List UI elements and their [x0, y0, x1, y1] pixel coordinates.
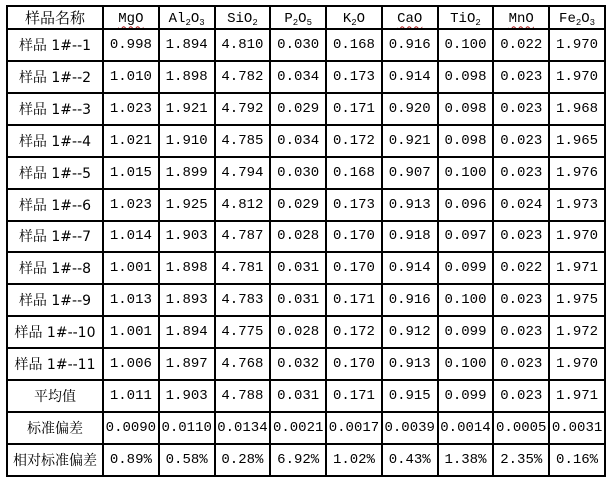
value-cell: 0.920 [382, 93, 438, 125]
value-cell: 0.098 [438, 93, 494, 125]
value-cell: 0.028 [270, 316, 326, 348]
value-cell: 0.28% [215, 444, 271, 476]
row-label: 平均值 [7, 380, 103, 412]
table-row [7, 29, 605, 61]
value-cell: 1.971 [549, 380, 605, 412]
value-cell: 0.0090 [103, 412, 159, 444]
value-cell: 4.781 [215, 252, 271, 284]
value-cell: 0.0005 [493, 412, 549, 444]
value-cell: 1.011 [103, 380, 159, 412]
row-label: 相对标准偏差 [7, 444, 103, 476]
value-cell: 0.031 [270, 252, 326, 284]
value-cell: 0.100 [438, 284, 494, 316]
column-header-al2o3 [159, 6, 215, 29]
value-cell: 0.022 [493, 29, 549, 61]
column-header-k2o [326, 6, 382, 29]
header-sample-name: 样品名称 [7, 6, 103, 29]
value-cell: 0.58% [159, 444, 215, 476]
table-body [7, 29, 605, 476]
value-cell: 0.097 [438, 221, 494, 253]
value-cell: 0.028 [270, 221, 326, 253]
row-label: 样品 1#--10 [7, 316, 103, 348]
value-cell: 1.970 [549, 348, 605, 380]
value-cell: 4.768 [215, 348, 271, 380]
value-cell: 1.023 [103, 93, 159, 125]
value-cell: 1.001 [103, 316, 159, 348]
value-cell: 0.16% [549, 444, 605, 476]
value-cell: 1.976 [549, 157, 605, 189]
value-cell: 1.903 [159, 221, 215, 253]
table-row [7, 157, 605, 189]
value-cell: 0.171 [326, 380, 382, 412]
table-row [7, 380, 605, 412]
chemical-formula: $Al_2O_3$ [168, 10, 205, 28]
value-cell: 0.096 [438, 189, 494, 221]
value-cell: 4.782 [215, 61, 271, 93]
value-cell: 1.968 [549, 93, 605, 125]
table-row [7, 125, 605, 157]
value-cell: 0.921 [382, 125, 438, 157]
value-cell: 0.023 [493, 348, 549, 380]
value-cell: 2.35% [493, 444, 549, 476]
sample-composition-table [6, 5, 606, 477]
value-cell: 1.971 [549, 252, 605, 284]
value-cell: 0.168 [326, 157, 382, 189]
value-cell: 0.023 [493, 61, 549, 93]
table-row [7, 252, 605, 284]
chemical-formula: $P_2O_5$ [284, 10, 312, 28]
value-cell: 4.775 [215, 316, 271, 348]
row-label: 样品 1#--3 [7, 93, 103, 125]
value-cell: 1.013 [103, 284, 159, 316]
value-cell: 0.0110 [159, 412, 215, 444]
value-cell: 1.894 [159, 316, 215, 348]
value-cell: 0.023 [493, 316, 549, 348]
row-label: 样品 1#--2 [7, 61, 103, 93]
value-cell: 0.170 [326, 348, 382, 380]
value-cell: 6.92% [270, 444, 326, 476]
value-cell: 0.034 [270, 61, 326, 93]
value-cell: 0.031 [270, 380, 326, 412]
value-cell: 1.897 [159, 348, 215, 380]
value-cell: 0.907 [382, 157, 438, 189]
value-cell: 0.172 [326, 125, 382, 157]
value-cell: 0.171 [326, 284, 382, 316]
value-cell: 0.098 [438, 61, 494, 93]
value-cell: 0.173 [326, 189, 382, 221]
value-cell: 0.029 [270, 189, 326, 221]
value-cell: 0.918 [382, 221, 438, 253]
value-cell: 1.014 [103, 221, 159, 253]
value-cell: 0.914 [382, 61, 438, 93]
value-cell: 0.915 [382, 380, 438, 412]
value-cell: 0.916 [382, 29, 438, 61]
chemical-formula: TiO$_2$ [450, 10, 481, 28]
value-cell: 4.792 [215, 93, 271, 125]
value-cell: 1.38% [438, 444, 494, 476]
value-cell: 0.030 [270, 157, 326, 189]
row-label: 样品 1#--11 [7, 348, 103, 380]
value-cell: 0.0039 [382, 412, 438, 444]
value-cell: 0.023 [493, 221, 549, 253]
table-row [7, 93, 605, 125]
row-label: 样品 1#--4 [7, 125, 103, 157]
value-cell: 0.022 [493, 252, 549, 284]
value-cell: 0.0134 [215, 412, 271, 444]
value-cell: 0.023 [493, 380, 549, 412]
value-cell: 0.100 [438, 348, 494, 380]
value-cell: 0.0031 [549, 412, 605, 444]
value-cell: 1.898 [159, 61, 215, 93]
value-cell: 0.0021 [270, 412, 326, 444]
table-row [7, 61, 605, 93]
chemical-formula: SiO$_2$ [227, 10, 258, 28]
column-header-cao [382, 6, 438, 29]
table-row [7, 284, 605, 316]
value-cell: 1.975 [549, 284, 605, 316]
value-cell: 1.015 [103, 157, 159, 189]
value-cell: 4.812 [215, 189, 271, 221]
value-cell: 0.0014 [438, 412, 494, 444]
value-cell: 1.903 [159, 380, 215, 412]
value-cell: 0.914 [382, 252, 438, 284]
row-label: 样品 1#--1 [7, 29, 103, 61]
table-row [7, 189, 605, 221]
value-cell: 1.02% [326, 444, 382, 476]
value-cell: 1.925 [159, 189, 215, 221]
value-cell: 0.0017 [326, 412, 382, 444]
column-header-fe2o3 [549, 6, 605, 29]
value-cell: 4.783 [215, 284, 271, 316]
value-cell: 1.893 [159, 284, 215, 316]
value-cell: 1.970 [549, 61, 605, 93]
value-cell: 0.029 [270, 93, 326, 125]
value-cell: 1.898 [159, 252, 215, 284]
value-cell: 0.998 [103, 29, 159, 61]
value-cell: 0.172 [326, 316, 382, 348]
column-header-p2o5 [270, 6, 326, 29]
value-cell: 0.170 [326, 252, 382, 284]
table-row [7, 444, 605, 476]
value-cell: 0.099 [438, 252, 494, 284]
column-header-tio2 [438, 6, 494, 29]
value-cell: 0.916 [382, 284, 438, 316]
value-cell: 0.170 [326, 221, 382, 253]
value-cell: 4.788 [215, 380, 271, 412]
value-cell: 0.913 [382, 348, 438, 380]
value-cell: 1.006 [103, 348, 159, 380]
value-cell: 1.899 [159, 157, 215, 189]
value-cell: 0.032 [270, 348, 326, 380]
chemical-formula: $Fe_2O_3$ [559, 10, 596, 28]
column-header-mgo [103, 6, 159, 29]
value-cell: 4.785 [215, 125, 271, 157]
value-cell: 4.810 [215, 29, 271, 61]
value-cell: 0.034 [270, 125, 326, 157]
value-cell: 0.030 [270, 29, 326, 61]
row-label: 样品 1#--9 [7, 284, 103, 316]
value-cell: 0.023 [493, 125, 549, 157]
value-cell: 1.021 [103, 125, 159, 157]
value-cell: 1.001 [103, 252, 159, 284]
table-row [7, 348, 605, 380]
table-row [7, 221, 605, 253]
value-cell: 0.023 [493, 93, 549, 125]
column-header-mno [493, 6, 549, 29]
row-label: 样品 1#--5 [7, 157, 103, 189]
value-cell: 1.894 [159, 29, 215, 61]
value-cell: 4.787 [215, 221, 271, 253]
value-cell: 0.173 [326, 61, 382, 93]
value-cell: 1.910 [159, 125, 215, 157]
value-cell: 0.023 [493, 284, 549, 316]
value-cell: 0.099 [438, 380, 494, 412]
chemical-formula: CaO [397, 10, 423, 27]
value-cell: 0.89% [103, 444, 159, 476]
row-label: 样品 1#--6 [7, 189, 103, 221]
value-cell: 0.913 [382, 189, 438, 221]
chemical-formula: MgO [118, 10, 144, 27]
value-cell: 0.168 [326, 29, 382, 61]
row-label: 样品 1#--7 [7, 221, 103, 253]
value-cell: 0.031 [270, 284, 326, 316]
value-cell: 4.794 [215, 157, 271, 189]
value-cell: 0.099 [438, 316, 494, 348]
chemical-formula: $K_2O$ [342, 10, 366, 28]
value-cell: 1.972 [549, 316, 605, 348]
value-cell: 0.023 [493, 157, 549, 189]
value-cell: 1.023 [103, 189, 159, 221]
value-cell: 1.010 [103, 61, 159, 93]
value-cell: 0.912 [382, 316, 438, 348]
column-header-sio2 [215, 6, 271, 29]
value-cell: 1.921 [159, 93, 215, 125]
value-cell: 0.171 [326, 93, 382, 125]
value-cell: 0.024 [493, 189, 549, 221]
table-row [7, 316, 605, 348]
value-cell: 0.100 [438, 157, 494, 189]
table-row [7, 412, 605, 444]
table-head [7, 6, 605, 29]
value-cell: 0.100 [438, 29, 494, 61]
row-label: 标准偏差 [7, 412, 103, 444]
value-cell: 1.973 [549, 189, 605, 221]
row-label: 样品 1#--8 [7, 252, 103, 284]
value-cell: 1.970 [549, 29, 605, 61]
value-cell: 0.43% [382, 444, 438, 476]
value-cell: 0.098 [438, 125, 494, 157]
value-cell: 1.965 [549, 125, 605, 157]
chemical-formula: MnO [508, 10, 534, 27]
value-cell: 1.970 [549, 221, 605, 253]
header-row [7, 6, 605, 29]
